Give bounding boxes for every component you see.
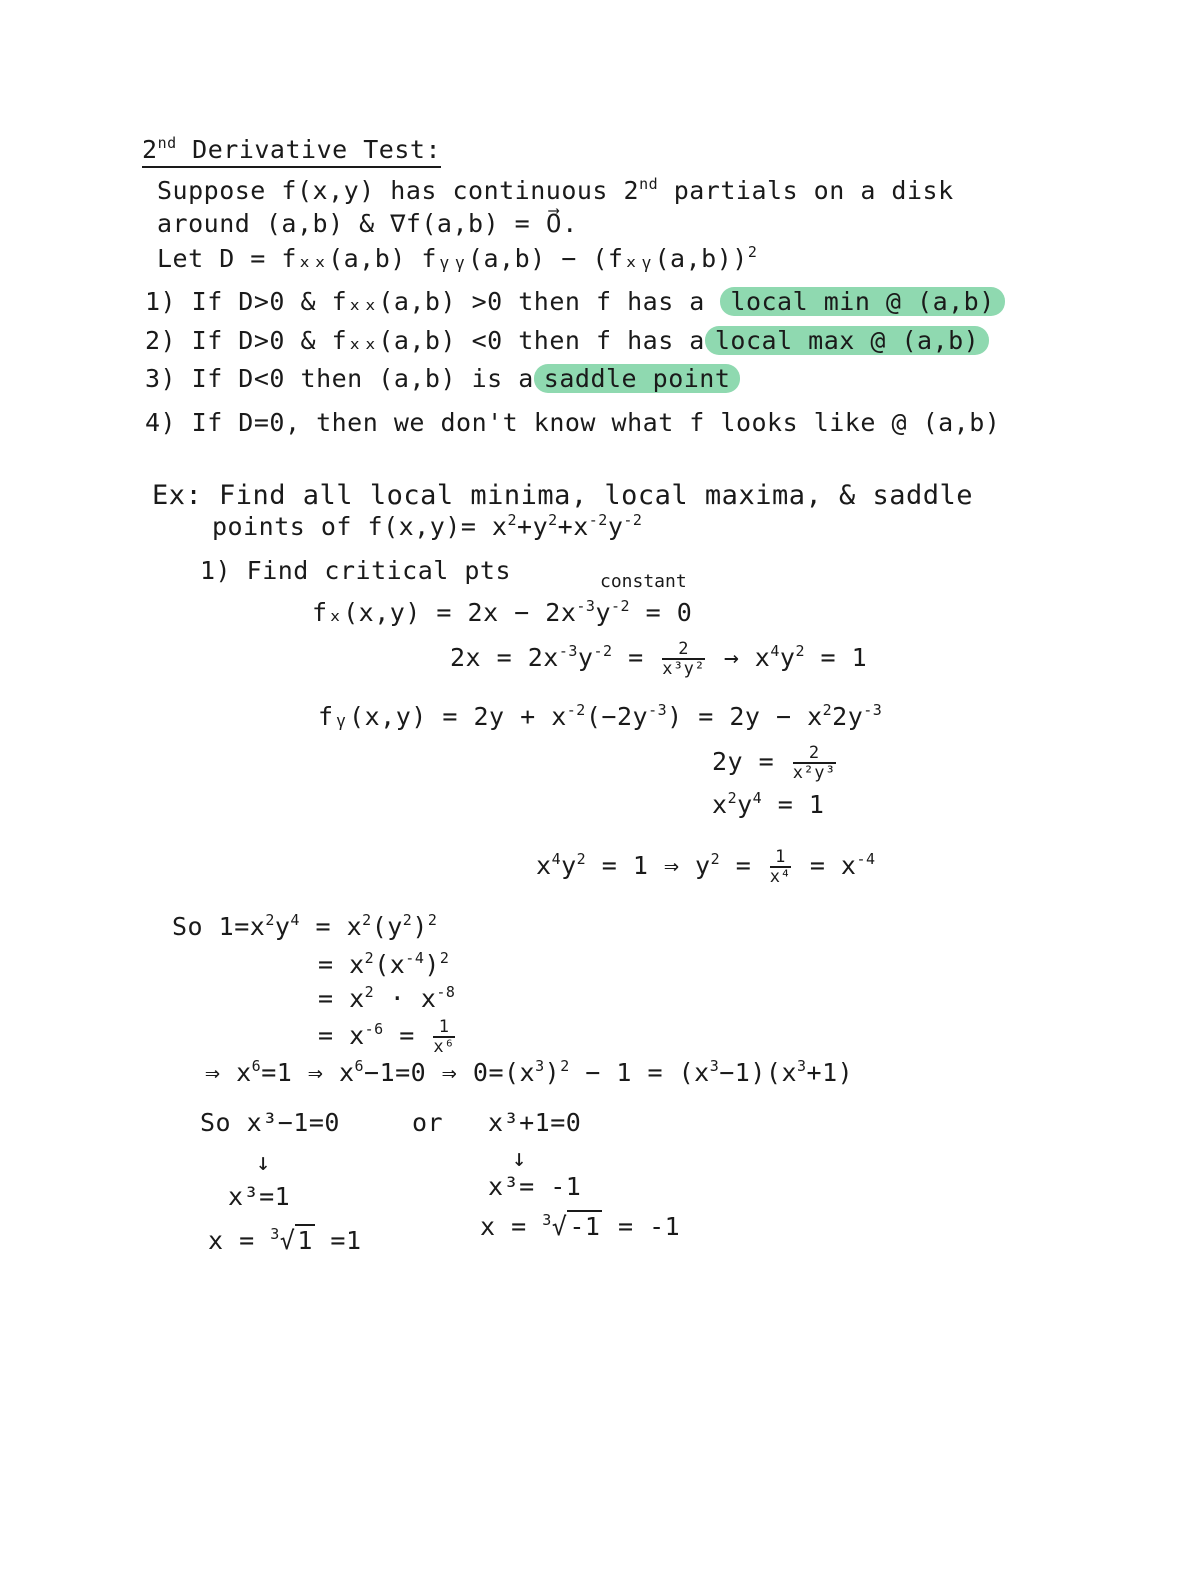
fy-solve: 2y = $\frac{2}{\text{x²y³}}$	[712, 743, 836, 783]
fy-result: $x^2y^4 = 1$	[712, 789, 825, 819]
fraction: $\frac{2}{\text{x³y²}}$	[662, 639, 706, 679]
fx-equation: $f_x(x,y) = 2x - 2x^{-3}y^{-2} = 0$	[312, 597, 693, 627]
suppose-line-2: around (a,b) & ∇f(a,b) = 0⃗.	[157, 209, 578, 238]
definition-d: Let D = fₓₓ(a,b) fᵧᵧ(a,b) − (fₓᵧ(a,b))$^2$	[157, 243, 758, 273]
example-statement-1: Ex: Find all local minima, local maxima, & saddle	[152, 480, 974, 511]
page-title: 2nd Derivative Test:	[142, 135, 441, 165]
constant-annotation: constant	[600, 571, 687, 592]
combine-equation: $x^4y^2 = 1$ ⇒ $y^2$ = $\frac{1}{\text{x⁴}}$ = $x^{-4}$	[536, 847, 876, 887]
highlight-saddle-point: saddle point	[534, 364, 741, 393]
case-right-middle: x³= -1	[488, 1172, 582, 1201]
fraction: $\frac{1}{\text{x⁶}}$	[433, 1017, 455, 1057]
down-arrow-icon: ↓	[256, 1148, 271, 1176]
fraction: $\frac{1}{\text{x⁴}}$	[769, 847, 792, 887]
fx-solve: $2x = 2x^{-3}y^{-2}$ = $\frac{2}{\text{x³y²}}$ → $x^4y^2 = 1$	[450, 639, 868, 679]
example-statement-2: points of $f(x,y)= x^2+y^2+x^{-2}y^{-2}$	[212, 511, 643, 541]
case-right-result: x = $^3$√-1 = -1	[480, 1211, 681, 1241]
rule-4: 4) If D=0, then we don't know what f looks like @ (a,b)	[145, 408, 1001, 437]
highlight-local-min: local min @ (a,b)	[720, 287, 1004, 316]
so-chain-4: = $x^{-6}$ = $\frac{1}{\text{x⁶}}$	[318, 1017, 455, 1057]
rule-1: 1) If D>0 & fₓₓ(a,b) >0 then f has a local min @ (a,b)	[145, 287, 1005, 317]
case-left-equation: So x³−1=0	[200, 1108, 340, 1137]
or-text: or	[412, 1108, 444, 1137]
case-right-equation: x³+1=0	[488, 1108, 582, 1137]
case-left-result: x = $^3$√1 =1	[208, 1225, 362, 1255]
down-arrow-icon: ↓	[512, 1144, 527, 1172]
fy-equation: fᵧ(x,y) = $2y + x^{-2}(-2y^{-3}) = 2y - x^22y^{-3}$	[318, 701, 883, 731]
highlight-local-max: local max @ (a,b)	[705, 326, 989, 355]
case-left-middle: x³=1	[228, 1182, 291, 1211]
fraction: $\frac{2}{\text{x²y³}}$	[792, 743, 836, 783]
so-chain-2: = $x^2(x^{-4})^2$	[318, 949, 450, 979]
suppose-line-1: Suppose f(x,y) has continuous 2nd partials on a disk	[157, 175, 954, 205]
so-chain-1: So $1=x^2y^4 = x^2(y^2)^2$	[172, 911, 438, 941]
step-critical-points: 1) Find critical pts	[200, 556, 512, 585]
rule-2: 2) If D>0 & fₓₓ(a,b) <0 then f has a local max @ (a,b)	[145, 326, 989, 356]
so-chain-3: = $x^2 \cdot x^{-8}$	[318, 983, 456, 1013]
rule-3: 3) If D<0 then (a,b) is a saddle point	[145, 364, 740, 394]
factor-equation: ⇒ $x^6=1$ ⇒ $x^6-1=0$ ⇒ $0=(x^3)^2 - 1 = (x^3-1)(x^3+1)$	[205, 1057, 854, 1087]
